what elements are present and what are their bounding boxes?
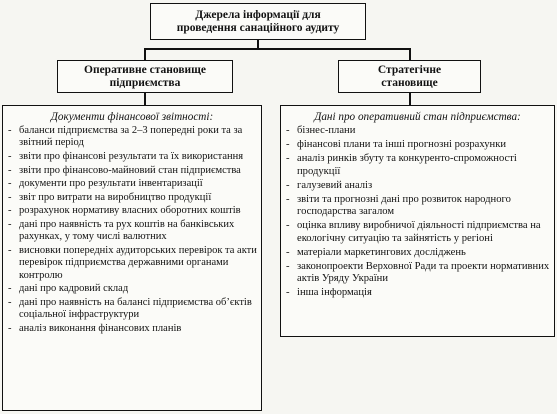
- diagram-title-box: [150, 3, 366, 40]
- strategic-position-label: Стратегічне становище: [377, 63, 442, 89]
- connector-operative-to-list: [144, 93, 146, 105]
- financial-documents-list-box: [2, 105, 262, 411]
- connector-to-strategic: [409, 48, 411, 60]
- list-item: - інша інформація: [281, 287, 551, 300]
- list-item: - дані про наявність на балансі підприємства об’єктів соціальної інфраструктури: [3, 297, 258, 322]
- list-item: - галузевий аналіз: [281, 180, 551, 193]
- list-item: - законопроекти Верховної Ради та проекти нормативних актів Уряду України: [281, 261, 551, 286]
- operational-data-list: [281, 125, 554, 300]
- operative-position-box: [57, 60, 233, 93]
- list-item: - звіт про витрати на виробництво продукції: [3, 192, 258, 204]
- financial-documents-list: [3, 125, 261, 335]
- list-item: - бізнес-плани: [281, 125, 551, 138]
- list-item: - баланси підприємства за 2–3 попередні роки та за звітний період: [3, 125, 258, 150]
- connector-to-operative: [144, 48, 146, 60]
- list-item: - звіти про фінансово-майновий стан підприємства: [3, 165, 258, 177]
- operational-data-heading: Дані про оперативний стан підприємства:: [314, 111, 521, 123]
- list-item: - дані про наявність та рух коштів на банківських рахунках, у тому числі валютних: [3, 219, 258, 244]
- list-item: - оцінка впливу виробничої діяльності підприємства на екологічну ситуацію та зайнятість у регіоні: [281, 220, 551, 245]
- list-item: - фінансові плани та інші прогнозні розрахунки: [281, 139, 551, 152]
- list-item: - розрахунок нормативу власних оборотних коштів: [3, 205, 258, 217]
- strategic-position-box: [338, 60, 481, 93]
- operational-data-list-box: [280, 105, 555, 337]
- connector-horizontal: [144, 48, 410, 50]
- list-item: - звіти про фінансові результати та їх використання: [3, 151, 258, 163]
- connector-strategic-to-list: [409, 93, 411, 105]
- list-item: - документи про результати інвентаризації: [3, 178, 258, 190]
- operative-position-label: Оперативне становище підприємства: [84, 63, 206, 89]
- list-item: - аналіз виконання фінансових планів: [3, 323, 258, 335]
- financial-documents-heading: Документи фінансової звітності:: [50, 111, 214, 123]
- list-item: - аналіз ринків збуту та конкуренто-спроможності продукції: [281, 153, 551, 178]
- list-item: - висновки попередніх аудиторських перевірок та акти перевірок підприємства державними органами контролю: [3, 245, 258, 282]
- list-item: - дані про кадровий склад: [3, 283, 258, 295]
- list-item: - звіти та прогнозні дані про розвиток народного господарства загалом: [281, 194, 551, 219]
- list-item: - матеріали маркетингових досліджень: [281, 247, 551, 260]
- diagram-title: Джерела інформації для проведення санаційного аудиту: [176, 8, 340, 34]
